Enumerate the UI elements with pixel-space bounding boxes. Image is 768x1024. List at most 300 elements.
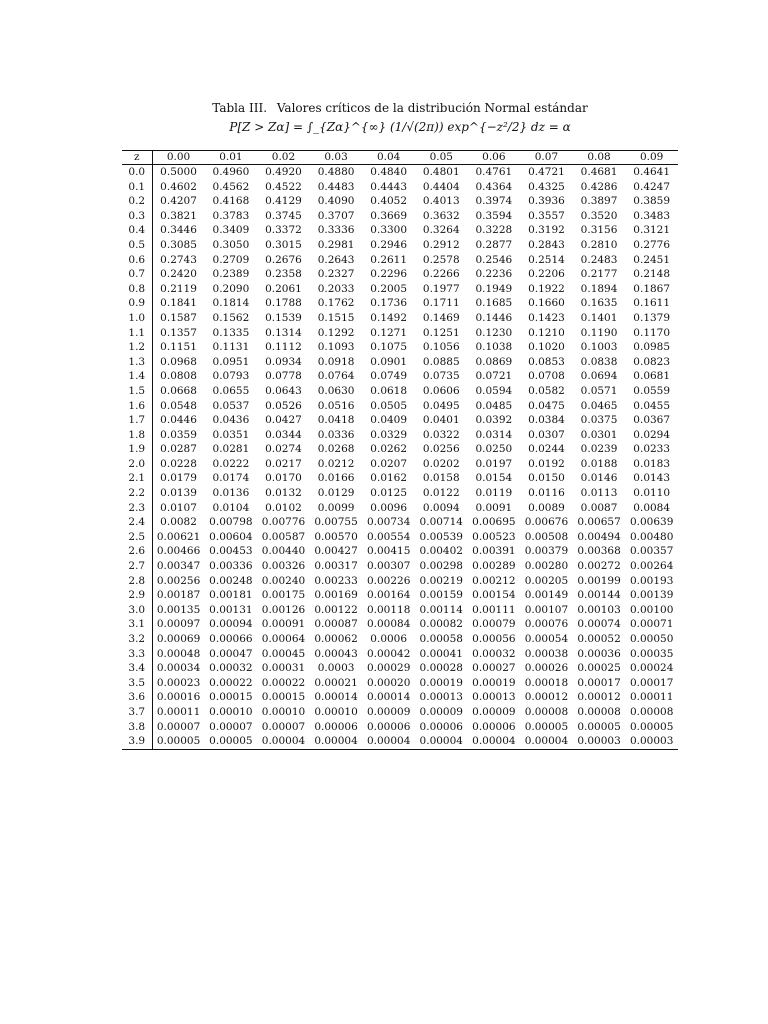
- z-value-cell: 1.6: [122, 399, 152, 414]
- probability-cell: 0.1515: [317, 311, 355, 324]
- z-value-cell: 0.3: [122, 209, 152, 224]
- z-value-cell: 0.0: [122, 165, 152, 180]
- z-value-cell: 3.8: [122, 720, 152, 735]
- probability-cell: 0.00169: [314, 589, 358, 602]
- z-value-cell: 3.4: [122, 661, 152, 676]
- probability-cell: 0.00256: [156, 574, 201, 587]
- probability-cell: 0.0537: [212, 399, 250, 412]
- probability-cell: 0.0006: [370, 633, 408, 645]
- probability-cell: 0.1423: [528, 311, 565, 324]
- probability-cell: 0.3557: [528, 209, 565, 222]
- probability-cell: 0.0003: [317, 662, 355, 675]
- probability-cell: 0.00554: [366, 530, 411, 543]
- probability-cell: 0.4129: [265, 195, 302, 208]
- probability-cell: 0.1230: [475, 326, 513, 339]
- probability-cell: 0.0838: [580, 355, 618, 368]
- table-row: [122, 326, 678, 341]
- table-number: Tabla III.: [212, 101, 268, 115]
- probability-cell: 0.0934: [265, 355, 302, 368]
- probability-cell: 0.0207: [370, 457, 408, 470]
- probability-cell: 0.0329: [370, 428, 408, 441]
- probability-cell: 0.00676: [524, 516, 569, 529]
- z-value-cell: 0.9: [122, 296, 152, 311]
- z-value-cell: 2.6: [122, 544, 152, 559]
- probability-cell: 0.1292: [317, 326, 355, 339]
- table-row: [122, 311, 678, 326]
- probability-cell: 0.1112: [265, 341, 302, 354]
- z-value-cell: 0.7: [122, 267, 152, 282]
- probability-cell: 0.1894: [580, 282, 618, 295]
- probability-cell: 0.00013: [472, 691, 516, 704]
- probability-cell: 0.4801: [422, 166, 460, 178]
- probability-cell: 0.0749: [370, 370, 408, 383]
- probability-cell: 0.1020: [528, 341, 565, 354]
- probability-cell: 0.00219: [419, 574, 463, 587]
- probability-cell: 0.00139: [629, 589, 674, 602]
- probability-cell: 0.00012: [577, 691, 621, 704]
- probability-cell: 0.0294: [633, 428, 671, 441]
- probability-cell: 0.0170: [265, 472, 302, 485]
- probability-cell: 0.00212: [472, 574, 516, 587]
- probability-cell: 0.00415: [366, 545, 411, 558]
- probability-cell: 0.0244: [528, 443, 565, 456]
- title-block: [122, 100, 678, 136]
- probability-cell: 0.1841: [160, 297, 197, 310]
- table-row: [122, 705, 678, 720]
- table-row: [122, 530, 678, 545]
- probability-cell: 0.0087: [580, 501, 618, 514]
- probability-cell: 0.0351: [212, 428, 250, 441]
- probability-cell: 0.1251: [422, 326, 460, 339]
- probability-cell: 0.3409: [212, 224, 250, 237]
- table-row: [122, 501, 678, 516]
- probability-cell: 0.0375: [580, 414, 618, 427]
- probability-cell: 0.4522: [265, 180, 302, 193]
- probability-cell: 0.2420: [160, 268, 197, 281]
- probability-cell: 0.00024: [629, 662, 674, 675]
- probability-cell: 0.00017: [577, 676, 621, 689]
- z-value-cell: 2.5: [122, 530, 152, 545]
- z-value-cell: 0.6: [122, 253, 152, 268]
- probability-cell: 0.0475: [528, 399, 565, 412]
- probability-cell: 0.00103: [577, 603, 621, 616]
- probability-cell: 0.00004: [362, 734, 415, 749]
- probability-cell: 0.1922: [528, 282, 565, 295]
- z-value-cell: 1.4: [122, 369, 152, 384]
- probability-cell: 0.3156: [580, 224, 618, 237]
- probability-cell: 0.00011: [156, 705, 201, 718]
- probability-cell: 0.00029: [366, 662, 411, 675]
- probability-cell: 0.2643: [317, 253, 355, 266]
- table-row: [122, 617, 678, 632]
- probability-cell: 0.0102: [265, 501, 302, 514]
- probability-cell: 0.0985: [633, 341, 671, 354]
- column-header-0.03: 0.03: [310, 151, 363, 165]
- probability-cell: 0.0094: [422, 501, 460, 514]
- probability-cell: 0.0146: [580, 472, 618, 485]
- probability-cell: 0.00008: [577, 705, 621, 718]
- probability-cell: 0.00022: [261, 676, 306, 689]
- probability-cell: 0.00379: [524, 545, 569, 558]
- z-value-cell: 3.0: [122, 603, 152, 618]
- probability-cell: 0.00058: [419, 633, 463, 645]
- table-row: [122, 253, 678, 268]
- probability-cell: 0.2514: [528, 253, 565, 266]
- probability-cell: 0.00015: [261, 691, 306, 704]
- column-header-0.07: 0.07: [520, 151, 573, 165]
- probability-cell: 0.1075: [370, 341, 408, 354]
- probability-cell: 0.00657: [577, 516, 621, 529]
- table-row: [122, 428, 678, 443]
- probability-cell: 0.0455: [633, 399, 671, 412]
- probability-cell: 0.0158: [422, 472, 460, 485]
- probability-cell: 0.0183: [633, 457, 671, 470]
- probability-cell: 0.0548: [160, 399, 197, 412]
- table-row: [122, 413, 678, 428]
- probability-cell: 0.4641: [633, 166, 671, 178]
- probability-cell: 0.0968: [160, 355, 197, 368]
- z-value-cell: 3.3: [122, 647, 152, 662]
- normal-table-container: [122, 150, 678, 750]
- probability-cell: 0.00798: [209, 516, 253, 529]
- probability-cell: 0.00034: [156, 662, 201, 675]
- probability-cell: 0.00007: [261, 720, 306, 733]
- table-row: [122, 544, 678, 559]
- z-value-cell: 2.4: [122, 515, 152, 530]
- z-value-cell: 2.0: [122, 457, 152, 472]
- probability-cell: 0.1736: [370, 297, 408, 310]
- probability-cell: 0.00005: [629, 720, 674, 733]
- probability-cell: 0.00007: [209, 720, 253, 733]
- probability-formula: P[Z > Zα] = ∫_{Zα}^{∞} (1/√(2π)) exp^{−z²/2} dz = α: [229, 120, 571, 134]
- probability-cell: 0.3859: [633, 195, 671, 208]
- probability-cell: 0.2389: [212, 268, 250, 281]
- probability-cell: 0.00010: [261, 705, 306, 718]
- probability-cell: 0.00014: [314, 691, 358, 704]
- probability-cell: 0.00027: [472, 662, 516, 675]
- probability-cell: 0.0192: [528, 457, 565, 470]
- probability-cell: 0.2776: [633, 238, 671, 251]
- probability-cell: 0.0630: [317, 384, 355, 397]
- z-value-cell: 2.7: [122, 559, 152, 574]
- probability-cell: 0.00402: [419, 545, 463, 558]
- table-row: [122, 603, 678, 618]
- probability-cell: 0.2709: [212, 253, 250, 266]
- probability-cell: 0.00017: [629, 676, 674, 689]
- probability-cell: 0.00111: [472, 603, 516, 616]
- probability-cell: 0.00023: [156, 676, 201, 689]
- probability-cell: 0.1379: [633, 311, 671, 324]
- probability-cell: 0.4168: [212, 195, 250, 208]
- probability-cell: 0.00298: [419, 560, 463, 573]
- probability-cell: 0.0116: [528, 487, 565, 500]
- probability-cell: 0.0708: [528, 370, 565, 383]
- probability-cell: 0.1170: [633, 326, 671, 339]
- probability-cell: 0.2061: [265, 282, 302, 295]
- z-value-cell: 2.2: [122, 486, 152, 501]
- probability-cell: 0.3783: [212, 209, 250, 222]
- probability-cell: 0.00453: [209, 545, 253, 558]
- probability-cell: 0.0099: [317, 501, 355, 514]
- probability-cell: 0.4052: [370, 195, 408, 208]
- probability-cell: 0.00008: [629, 705, 674, 718]
- probability-cell: 0.1151: [160, 341, 197, 354]
- z-value-cell: 2.9: [122, 588, 152, 603]
- probability-cell: 0.3897: [580, 195, 618, 208]
- probability-cell: 0.00107: [524, 603, 569, 616]
- probability-cell: 0.0166: [317, 472, 355, 485]
- probability-cell: 0.00031: [261, 662, 306, 675]
- probability-cell: 0.1762: [317, 297, 355, 310]
- probability-cell: 0.1660: [528, 297, 565, 310]
- probability-cell: 0.00009: [366, 705, 411, 718]
- probability-cell: 0.0212: [317, 457, 355, 470]
- probability-cell: 0.0301: [580, 428, 618, 441]
- z-value-cell: 2.3: [122, 501, 152, 516]
- probability-cell: 0.0122: [422, 487, 460, 500]
- probability-cell: 0.4761: [475, 166, 513, 178]
- probability-cell: 0.00079: [472, 618, 516, 631]
- probability-cell: 0.0281: [212, 443, 250, 456]
- probability-cell: 0.0823: [633, 355, 671, 368]
- probability-cell: 0.0344: [265, 428, 302, 441]
- probability-cell: 0.1314: [265, 326, 302, 339]
- probability-cell: 0.1093: [317, 341, 355, 354]
- probability-cell: 0.3228: [475, 224, 513, 237]
- column-header-0.08: 0.08: [573, 151, 626, 165]
- probability-cell: 0.1788: [265, 297, 302, 310]
- table-row: [122, 734, 678, 749]
- probability-cell: 0.3015: [265, 238, 302, 251]
- probability-cell: 0.3121: [633, 224, 671, 237]
- probability-cell: 0.00094: [209, 618, 253, 631]
- probability-cell: 0.0778: [265, 370, 302, 383]
- probability-cell: 0.00006: [472, 720, 516, 733]
- probability-cell: 0.00199: [577, 574, 621, 587]
- probability-cell: 0.0681: [633, 370, 671, 383]
- table-row: [122, 690, 678, 705]
- table-title: [122, 100, 678, 116]
- table-row: [122, 209, 678, 224]
- probability-cell: 0.0113: [580, 487, 618, 500]
- probability-cell: 0.1469: [422, 311, 460, 324]
- probability-cell: 0.00048: [156, 647, 201, 660]
- probability-cell: 0.00135: [156, 603, 201, 616]
- probability-cell: 0.2546: [475, 253, 513, 266]
- z-value-cell: 2.8: [122, 574, 152, 589]
- probability-cell: 0.4920: [265, 166, 302, 178]
- probability-cell: 0.1038: [475, 341, 513, 354]
- probability-cell: 0.1056: [422, 341, 460, 354]
- probability-cell: 0.00347: [156, 560, 201, 573]
- probability-cell: 0.4090: [317, 195, 355, 208]
- probability-cell: 0.00014: [366, 691, 411, 704]
- z-value-cell: 3.9: [122, 734, 152, 749]
- probability-cell: 0.3300: [370, 224, 408, 237]
- probability-cell: 0.00020: [366, 676, 411, 689]
- table-caption: Valores críticos de la distribución Normal estándar: [276, 101, 588, 115]
- probability-cell: 0.1635: [580, 297, 618, 310]
- probability-cell: 0.3707: [317, 209, 355, 222]
- probability-cell: 0.00621: [156, 530, 201, 543]
- z-value-cell: 1.1: [122, 326, 152, 341]
- probability-cell: 0.0119: [475, 487, 513, 500]
- probability-cell: 0.00054: [524, 633, 569, 645]
- probability-cell: 0.0082: [160, 516, 197, 529]
- probability-cell: 0.0594: [475, 384, 513, 397]
- table-row: [122, 632, 678, 647]
- probability-cell: 0.0139: [160, 487, 197, 500]
- probability-cell: 0.00056: [472, 633, 516, 645]
- probability-cell: 0.0655: [212, 384, 250, 397]
- table-row: [122, 369, 678, 384]
- table-row: [122, 282, 678, 297]
- probability-cell: 0.4286: [580, 180, 618, 193]
- probability-cell: 0.00149: [524, 589, 569, 602]
- probability-cell: 0.3050: [212, 238, 250, 251]
- z-value-cell: 1.3: [122, 355, 152, 370]
- probability-cell: 0.0174: [212, 472, 250, 485]
- probability-cell: 0.00326: [261, 560, 306, 573]
- table-row: [122, 574, 678, 589]
- probability-cell: 0.3669: [370, 209, 408, 222]
- probability-cell: 0.0918: [317, 355, 355, 368]
- probability-cell: 0.00007: [156, 720, 201, 733]
- probability-cell: 0.00019: [419, 676, 463, 689]
- probability-cell: 0.3936: [528, 195, 565, 208]
- column-header-z: z: [122, 151, 152, 165]
- probability-cell: 0.00175: [261, 589, 306, 602]
- probability-cell: 0.2266: [422, 268, 460, 281]
- probability-cell: 0.00050: [629, 633, 674, 645]
- probability-cell: 0.00087: [314, 618, 358, 631]
- probability-cell: 0.3085: [160, 238, 197, 251]
- table-row: [122, 457, 678, 472]
- table-row: [122, 180, 678, 195]
- probability-cell: 0.00016: [156, 691, 201, 704]
- probability-cell: 0.4013: [422, 195, 460, 208]
- probability-cell: 0.2148: [633, 268, 671, 281]
- probability-cell: 0.00734: [366, 516, 411, 529]
- probability-cell: 0.00317: [314, 560, 358, 573]
- probability-cell: 0.00272: [577, 560, 621, 573]
- probability-cell: 0.1357: [160, 326, 197, 339]
- probability-cell: 0.00714: [419, 516, 463, 529]
- probability-cell: 0.0764: [317, 370, 355, 383]
- probability-cell: 0.00010: [209, 705, 253, 718]
- probability-cell: 0.1401: [580, 311, 618, 324]
- probability-cell: 0.00026: [524, 662, 569, 675]
- probability-cell: 0.00028: [419, 662, 463, 675]
- probability-cell: 0.1611: [633, 297, 671, 310]
- probability-cell: 0.00006: [366, 720, 411, 733]
- table-row: [122, 223, 678, 238]
- probability-cell: 0.00164: [366, 589, 411, 602]
- probability-cell: 0.00009: [419, 705, 463, 718]
- probability-cell: 0.3594: [475, 209, 513, 222]
- probability-cell: 0.2981: [317, 238, 355, 251]
- z-value-cell: 1.8: [122, 428, 152, 443]
- probability-cell: 0.00005: [524, 720, 569, 733]
- probability-cell: 0.2358: [265, 268, 302, 281]
- probability-cell: 0.0239: [580, 443, 618, 456]
- probability-cell: 0.00010: [314, 705, 358, 718]
- table-body: [122, 165, 678, 750]
- probability-cell: 0.0721: [475, 370, 513, 383]
- table-row: [122, 384, 678, 399]
- probability-cell: 0.00025: [577, 662, 621, 675]
- probability-cell: 0.0096: [370, 501, 408, 514]
- probability-cell: 0.0262: [370, 443, 408, 456]
- probability-cell: 0.0505: [370, 399, 408, 412]
- column-header-0.05: 0.05: [415, 151, 468, 165]
- probability-cell: 0.1949: [475, 282, 513, 295]
- probability-cell: 0.00122: [314, 603, 358, 616]
- probability-cell: 0.00233: [314, 574, 358, 587]
- probability-cell: 0.00159: [419, 589, 463, 602]
- probability-cell: 0.00022: [209, 676, 253, 689]
- probability-cell: 0.5000: [160, 166, 197, 178]
- probability-cell: 0.1210: [528, 326, 565, 339]
- probability-cell: 0.0179: [160, 472, 197, 485]
- probability-cell: 0.00440: [261, 545, 306, 558]
- probability-cell: 0.00336: [209, 560, 253, 573]
- probability-cell: 0.00047: [209, 647, 253, 660]
- probability-cell: 0.0228: [160, 457, 197, 470]
- probability-cell: 0.0516: [317, 399, 355, 412]
- probability-cell: 0.00004: [468, 734, 521, 749]
- probability-cell: 0.00639: [629, 516, 674, 529]
- probability-cell: 0.3974: [475, 195, 513, 208]
- probability-cell: 0.0287: [160, 443, 197, 456]
- probability-cell: 0.00015: [209, 691, 253, 704]
- probability-cell: 0.00006: [314, 720, 358, 733]
- column-header-0.04: 0.04: [362, 151, 415, 165]
- probability-cell: 0.2236: [475, 268, 513, 281]
- table-row: [122, 399, 678, 414]
- probability-cell: 0.00074: [577, 618, 621, 631]
- z-value-cell: 3.5: [122, 676, 152, 691]
- probability-cell: 0.00082: [419, 618, 463, 631]
- probability-cell: 0.00466: [156, 545, 201, 558]
- probability-cell: 0.2877: [475, 238, 513, 251]
- probability-cell: 0.3192: [528, 224, 565, 237]
- z-value-cell: 1.5: [122, 384, 152, 399]
- probability-cell: 0.0107: [160, 501, 197, 514]
- z-value-cell: 0.4: [122, 223, 152, 238]
- table-row: [122, 647, 678, 662]
- z-value-cell: 3.7: [122, 705, 152, 720]
- table-row: [122, 486, 678, 501]
- probability-cell: 0.2327: [317, 268, 355, 281]
- probability-cell: 0.00695: [472, 516, 516, 529]
- probability-cell: 0.00264: [629, 560, 674, 573]
- probability-cell: 0.0150: [528, 472, 565, 485]
- probability-cell: 0.4325: [528, 180, 565, 193]
- z-value-cell: 3.1: [122, 617, 152, 632]
- probability-cell: 0.00368: [577, 545, 621, 558]
- probability-cell: 0.1711: [422, 297, 460, 310]
- probability-cell: 0.00084: [366, 618, 411, 631]
- probability-cell: 0.00480: [629, 530, 674, 543]
- probability-cell: 0.0643: [265, 384, 302, 397]
- table-row: [122, 471, 678, 486]
- probability-cell: 0.00004: [310, 734, 363, 749]
- probability-cell: 0.00009: [472, 705, 516, 718]
- probability-cell: 0.3264: [422, 224, 460, 237]
- probability-cell: 0.00494: [577, 530, 621, 543]
- probability-cell: 0.00036: [577, 647, 621, 660]
